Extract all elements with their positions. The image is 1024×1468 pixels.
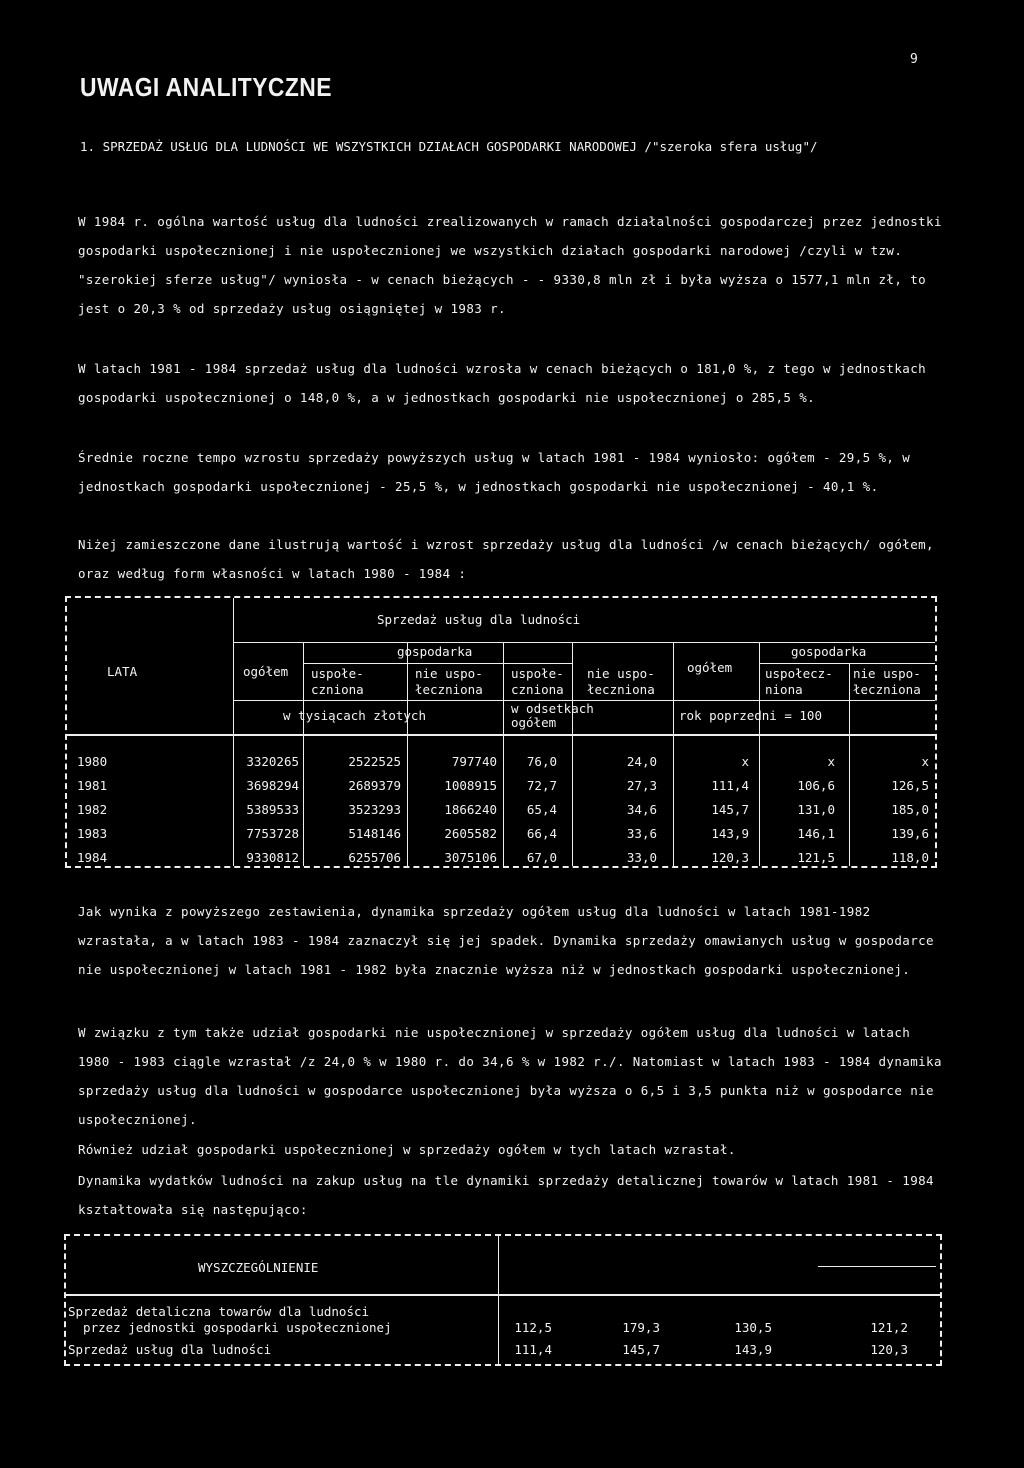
- table-cell-total: 3698294: [246, 778, 299, 793]
- table-cell-pct-nieusp: 34,6: [626, 802, 657, 817]
- header-nieuspoleczniona-idx: nie uspo- łeczniona: [853, 666, 921, 697]
- table2-value: 111,4: [514, 1342, 552, 1357]
- header-gospodarka: gospodarka: [397, 644, 473, 659]
- table-cell-usp: 2689379: [348, 778, 401, 793]
- unit-thousands: w tysiącach złotych: [283, 708, 426, 723]
- paragraph-1: W 1984 r. ogólna wartość usług dla ludności zrealizowanych w ramach działalności gospodarczej przez jednostki gospodarki uspołecznionej i nie uspołecznionej we wszystkich działach gospodarki narodowej /czyli w tzw. "szerokiej sferze usług"/ wyniosła - w cenach bieżących - - 9330,8 mln zł i była wyższa o 1577,1 mln zł, to jest o 20,3 % od sprzedaży usług osiągniętej w 1983 r.: [78, 214, 942, 316]
- table-cell-idx-nieusp: 118,0: [891, 850, 929, 865]
- header-nieuspoleczniona-pct: nie uspo- łeczniona: [587, 666, 655, 697]
- header-uspoleczniona-idx: uspołecz- niona: [765, 666, 833, 697]
- dynamics-table: [64, 1234, 942, 1366]
- header-nieuspoleczniona: nie uspo- łeczniona: [415, 666, 483, 697]
- table-cell-usp: 2522525: [348, 754, 401, 769]
- paragraph-5: Jak wynika z powyższego zestawienia, dynamika sprzedaży ogółem usług dla ludności w latach 1981-1982 wzrastała, a w latach 1983 - 1984 zaznaczył się jej spadek. Dynamika sprzedaży omawianych usług w gospodarce nie uspołecznionej w latach 1981 - 1982 była znacznie wyższa niż w jednostkach gospodarki uspołecznionej.: [78, 904, 934, 977]
- paragraph-7: Również udział gospodarki uspołecznionej w sprzedaży ogółem w tych latach wzrastał.: [78, 1142, 736, 1157]
- table-cell-pct-usp: 72,7: [526, 778, 557, 793]
- table-cell-pct-usp: 66,4: [526, 826, 557, 841]
- table-cell-nieusp: 3075106: [444, 850, 497, 865]
- table-cell-nieusp: 2605582: [444, 826, 497, 841]
- table-cell-total: 3320265: [246, 754, 299, 769]
- paragraph-8: Dynamika wydatków ludności na zakup usług na tle dynamiki sprzedaży detalicznej towarów w latach 1981 - 1984 kształtowała się następująco:: [78, 1173, 934, 1217]
- header-ogolem: ogółem: [243, 664, 289, 679]
- paragraph-3: Średnie roczne tempo wzrostu sprzedaży powyższych usług w latach 1981 - 1984 wyniosło: ogółem - 29,5 %, w jednostkach gospodarki uspołecznionej - 25,5 %, w jednostkach gospodarki nie uspołecznionej - 40,1 %.: [78, 450, 911, 494]
- header-gospodarka-idx: gospodarka: [791, 644, 867, 659]
- table-cell-pct-usp: 76,0: [526, 754, 557, 769]
- table2-value: 143,9: [734, 1342, 772, 1357]
- table-cell-idx-usp: x: [827, 754, 835, 769]
- table-cell-total: 7753728: [246, 826, 299, 841]
- table-cell-nieusp: 1866240: [444, 802, 497, 817]
- header-ogolem-idx: ogółem: [687, 660, 733, 675]
- table2-row2-label: Sprzedaż usług dla ludności: [68, 1342, 272, 1357]
- table-cell-usp: 5148146: [348, 826, 401, 841]
- page-number: 9: [910, 52, 918, 67]
- sales-table: [65, 596, 937, 868]
- table2-value: 112,5: [514, 1320, 552, 1335]
- table-cell-idx-nieusp: 185,0: [891, 802, 929, 817]
- paragraph-6: W związku z tym także udział gospodarki nie uspołecznionej w sprzedaży ogółem usług dla ludności w latach 1980 - 1983 ciągle wzrastał /z 24,0 % w 1980 r. do 34,6 % w 1982 r./. Natomiast w latach 1983 - 1984 dynamika sprzedaży usług dla ludności w gospodarce uspołecznionej była wyższa o 6,5 i 3,5 punkta niż w gospodarce nie uspołecznionej.: [78, 1025, 942, 1127]
- header-lata: LATA: [107, 664, 138, 679]
- table-cell-year: 1980: [77, 754, 108, 769]
- page-title: UWAGI ANALITYCZNE: [80, 72, 332, 102]
- table-cell-nieusp: 1008915: [444, 778, 497, 793]
- paragraph-2: W latach 1981 - 1984 sprzedaż usług dla ludności wzrosła w cenach bieżących o 181,0 %, z tego w jednostkach gospodarki uspołecznionej o 148,0 %, a w jednostkach gospodarki nie uspołecznionej o 285,5 %.: [78, 361, 927, 405]
- table-cell-year: 1983: [77, 826, 108, 841]
- table-caption: Sprzedaż usług dla ludności: [377, 612, 581, 627]
- table-cell-usp: 3523293: [348, 802, 401, 817]
- table2-header: WYSZCZEGÓLNIENIE: [198, 1260, 319, 1275]
- table-cell-idx-usp: 106,6: [797, 778, 835, 793]
- table2-value: 179,3: [622, 1320, 660, 1335]
- table-cell-usp: 6255706: [348, 850, 401, 865]
- table-cell-pct-usp: 67,0: [526, 850, 557, 865]
- table-cell-idx-usp: 121,5: [797, 850, 835, 865]
- table-cell-total: 9330812: [246, 850, 299, 865]
- table-cell-idx-total: 143,9: [711, 826, 749, 841]
- table-cell-pct-nieusp: 33,0: [626, 850, 657, 865]
- unit-prev-year: rok poprzedni = 100: [679, 708, 822, 723]
- table-cell-idx-total: 145,7: [711, 802, 749, 817]
- table-cell-year: 1982: [77, 802, 108, 817]
- table-cell-idx-total: x: [741, 754, 749, 769]
- header-uspoleczniona: uspołe- czniona: [311, 666, 364, 697]
- table-cell-year: 1984: [77, 850, 108, 865]
- table-cell-total: 5389533: [246, 802, 299, 817]
- table2-value: 145,7: [622, 1342, 660, 1357]
- unit-percent: w odsetkach ogółem: [511, 701, 594, 730]
- table-cell-idx-total: 120,3: [711, 850, 749, 865]
- table2-value: 120,3: [870, 1342, 908, 1357]
- table-cell-year: 1981: [77, 778, 108, 793]
- table-cell-idx-nieusp: x: [921, 754, 929, 769]
- table-cell-idx-nieusp: 126,5: [891, 778, 929, 793]
- table2-value: 121,2: [870, 1320, 908, 1335]
- header-uspoleczniona-pct: uspołe- czniona: [511, 666, 564, 697]
- section-heading: 1. SPRZEDAŻ USŁUG DLA LUDNOŚCI WE WSZYSTKICH DZIAŁACH GOSPODARKI NARODOWEJ /"szeroka sfera usług"/: [80, 139, 818, 154]
- table-cell-pct-nieusp: 24,0: [626, 754, 657, 769]
- table-cell-idx-total: 111,4: [711, 778, 749, 793]
- table2-value: 130,5: [734, 1320, 772, 1335]
- table-cell-pct-usp: 65,4: [526, 802, 557, 817]
- table-cell-idx-usp: 146,1: [797, 826, 835, 841]
- table-cell-idx-nieusp: 139,6: [891, 826, 929, 841]
- table-cell-idx-usp: 131,0: [797, 802, 835, 817]
- table2-row1-label: Sprzedaż detaliczna towarów dla ludności przez jednostki gospodarki uspołecznionej: [68, 1304, 392, 1335]
- paragraph-4: Niżej zamieszczone dane ilustrują wartość i wzrost sprzedaży usług dla ludności /w cenach bieżących/ ogółem, oraz według form własności w latach 1980 - 1984 :: [78, 537, 934, 581]
- table-cell-nieusp: 797740: [451, 754, 497, 769]
- table-cell-pct-nieusp: 33,6: [626, 826, 657, 841]
- table-cell-pct-nieusp: 27,3: [626, 778, 657, 793]
